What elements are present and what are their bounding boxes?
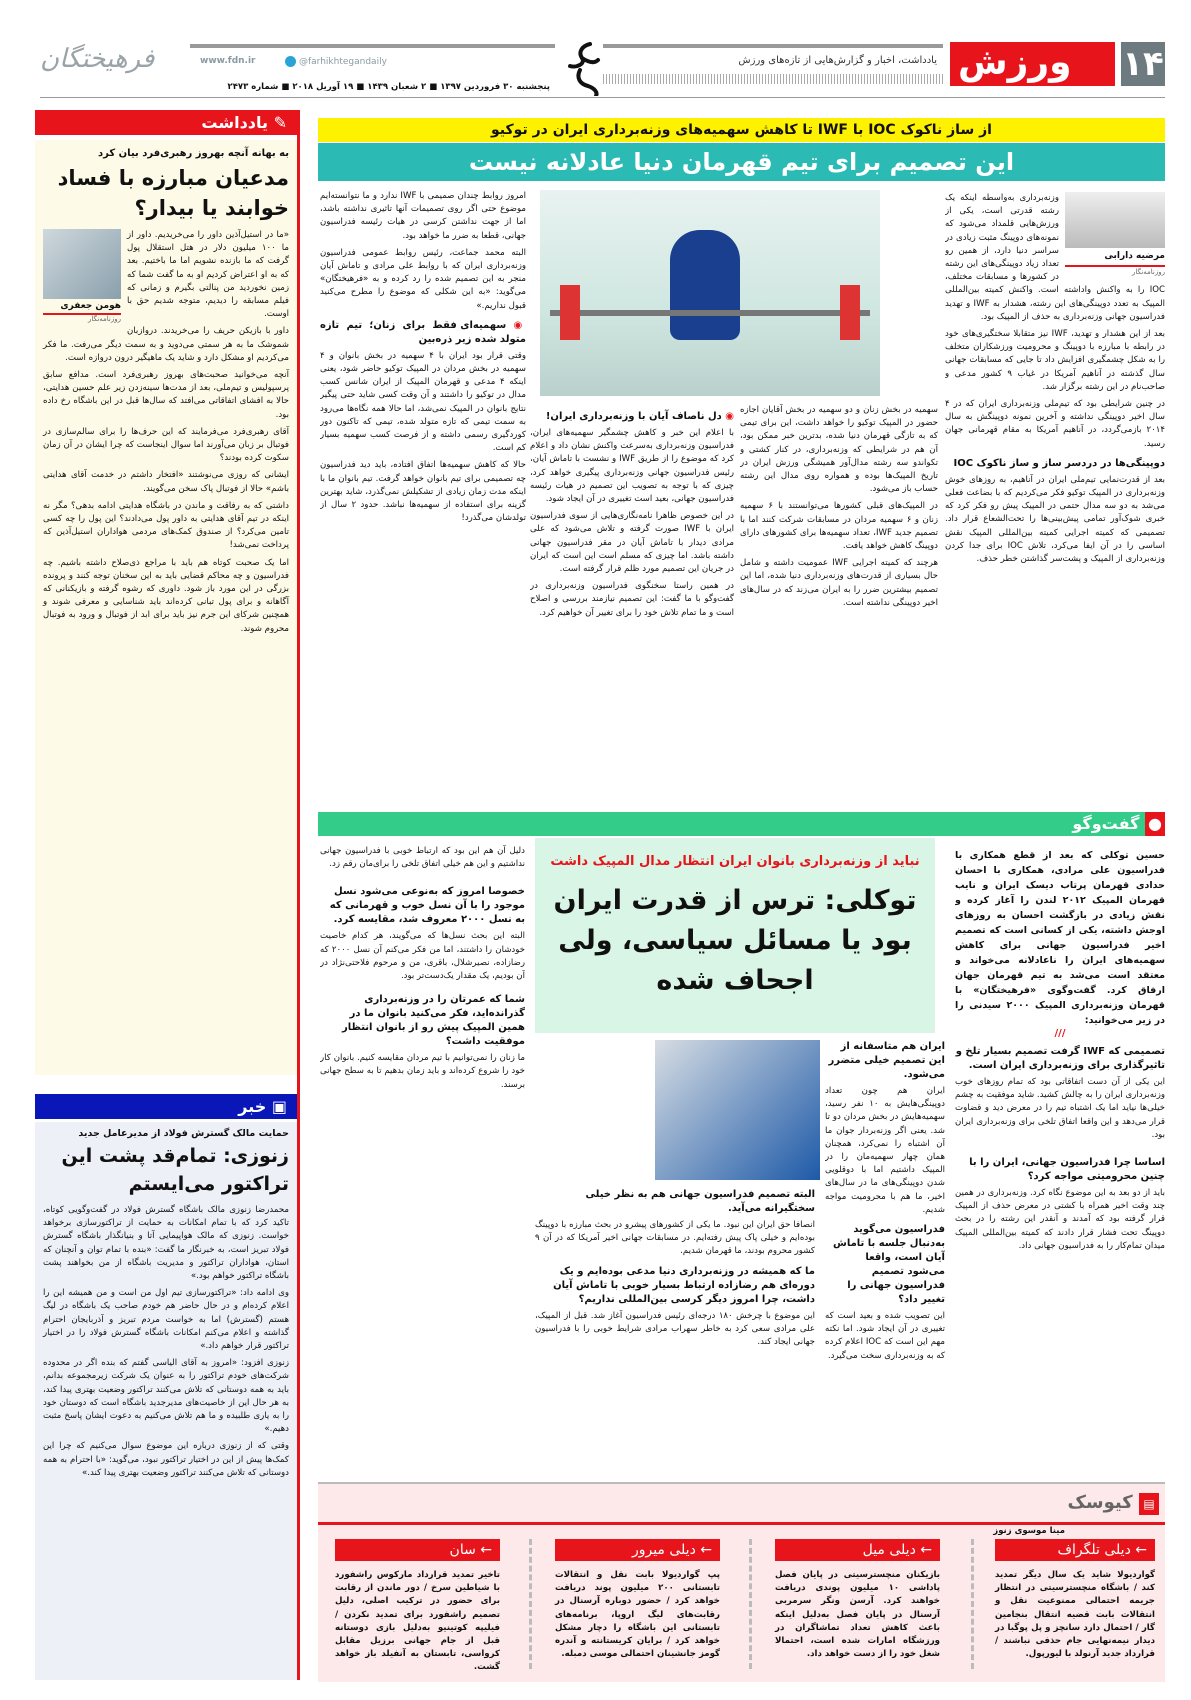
answer: انصافا حق ایران این نبود. ما یکی از کشورهای پیشرو در بحث مبارزه با دوپینگ بوده‌ایم و خیلی پاک پیش رفته‌ایم. در مسابقات جهانی اخیر آمریکا که در آن ۹ کشور محروم بودند، ما قهرمان شدیم. — [535, 1220, 815, 1257]
note-author-box — [43, 229, 121, 323]
interview-kicker: نباید از وزنه‌برداری بانوان ایران انتظار مدال المپیک داشت — [550, 854, 920, 869]
masthead — [40, 40, 1165, 98]
paragraph: سهمیه در بخش زنان و دو سهمیه در بخش آقایان اجازه حضور در المپیک توکیو را خواهد داشت، این برای تیمی که به تازگی قهرمان دنیا شده، بدترین خبر ممکن بود، آن هم در شرایطی که وزنه‌برداری، در کنار کشتی و تکواندو سه رشته مدال‌آور همیشگی ورزش ایران در تاریخ المپیک‌ها بوده و همواره روی مدال این رشته حساب باز می‌شود. — [740, 405, 938, 495]
answer: باید از دو بعد به این موضوع نگاه کرد. وزنه‌برداری در همین چند وقت اخیر همراه با کشتی در معرض حذف از المپیک قرار گرفته بود که آمدند و آنقدر این رشته را در بحث دوپینگ تحت فشار قرار دادند که کمیته بین‌المللی المپیک میدان تمام‌کار را به فدراسیون جهانی داد. — [955, 1188, 1165, 1251]
paragraph: بعد از این هشدار و تهدید، IWF نیز متقابلا سختگیری‌های خود در رابطه با مبارزه با دوپینگ و محرومیت ورزشکاران متخلف را به شکل چشمگیری افزایش داد تا جایی که مسابقات جهانی سال گذشته در آناهیم آمریکا در غیاب ۹ کشور مدعی و صاحب‌نام در این رشته برگزار شد. — [945, 329, 1165, 392]
kiosk-item — [995, 1539, 1155, 1661]
interview-intro — [955, 848, 1165, 1468]
telegram-text: @farhikhtegandaily — [299, 57, 387, 67]
interview-column-2 — [825, 1040, 945, 1468]
divider: /// — [1054, 1028, 1066, 1039]
note-section-label: یادداشت — [201, 113, 269, 132]
telegram-handle[interactable] — [285, 56, 387, 67]
interview-section-label: گفت‌وگو — [1072, 814, 1140, 833]
subheading-text: دل ناصاف آیان با وزنه‌برداری ایران! — [545, 411, 722, 422]
date-line: پنجشنبه ۳۰ فروردین ۱۳۹۷ ■ ۲ شعبان ۱۴۳۹ ■ ۱۹ آوریل ۲۰۱۸ ■ شماره ۲۴۷۳ — [227, 82, 550, 92]
interview-column-3 — [535, 1188, 815, 1468]
source-name: دیلی تلگراف — [1057, 1542, 1131, 1558]
kiosk-item — [555, 1539, 720, 1661]
subheading-text: سهمیه‌ای فقط برای زنان؛ تیم تازه متولد شده زیر ذره‌بین — [320, 319, 526, 345]
bullet-icon: ◉ — [721, 411, 734, 422]
lead-author-role: روزنامه‌نگار — [1131, 268, 1165, 276]
note-author: هومن جعفری — [43, 299, 121, 315]
lead-author: مرضیه دارابی — [1065, 248, 1165, 267]
telegram-icon — [285, 56, 296, 67]
website[interactable]: www.fdn.ir — [200, 56, 256, 66]
paragraph: وقتی قرار بود ایران با ۴ سهمیه در بخش بانوان و ۴ سهمیه در بخش مردان در المپیک توکیو حاضر شود، یعنی اینکه ۴ مدعی و قهرمان المپیک از ایران شانس کسب مدال در توکیو را داشتند و آن وقت کسی شاید حتی پیگیر نتایج بانوان در المپیک نمی‌شد، اما حالا همه نگاه‌ها می‌رود به سمت تیمی که تازه متولد شده، تیمی که تاکنون دور کوردگیری رسمی داشته و از فرصت کسب سهمیه بسیار کم است. — [320, 350, 526, 454]
bullet-icon: ◉ — [506, 319, 526, 331]
author-photo — [1065, 192, 1165, 248]
interview-title-panel — [535, 838, 935, 1033]
paragraph: وزنه‌برداری به‌واسطه اینکه یک رشته قدرتی است، یکی از ورزش‌هایی قلمداد می‌شود که نمونه‌های دوپینگ مثبت زیادی در سراسر دنیا دارد، از همین رو تعداد زیاد دوپینگی‌های این رشته در کشورها و مسابقات مختلف، IOC را به واکنش واداشته است. واکنش کمیته بین‌المللی المپیک به تعدد دوپینگی‌های این رشته، هشدار به IWF و تهدید فدراسیون جهانی وزنه‌برداری به حذف از المپیک بود. — [945, 193, 1165, 322]
arrow-left-icon: ← — [475, 1542, 492, 1558]
news-body — [43, 1204, 289, 1480]
page-number: ۱۴ — [1122, 44, 1164, 84]
arrow-left-icon: ← — [915, 1542, 932, 1558]
kiosk-byline: مینا موسوی زنوز — [993, 1526, 1065, 1536]
pen-icon: ✎ — [268, 113, 287, 132]
kiosk-text: گواردیولا شاید یک سال دیگر تمدید کند / باشگاه منچسترسیتی در انتظار جریمه احتمالی ممنوعیت نقل و انتقالات بابت قضیه انتقال بنجامین گار / احتمال دارد سانچز و پل پوگبا در دیدار نیمه‌نهایی جام حذفی نباشند / قرارداد جدید آرنولد با لیورپول. — [995, 1570, 1155, 1660]
interview-section-header — [318, 812, 1165, 836]
subheading: دوپینگی‌ها در دردسر ساز و ساز ناکوک IOC — [953, 457, 1165, 469]
subheading — [530, 410, 734, 424]
note-kicker: به بهانه آنچه بهروز رهبری‌فرد بیان کرد — [98, 148, 289, 159]
plate — [840, 285, 860, 340]
column-rule — [297, 110, 300, 1680]
arrow-left-icon: ← — [1130, 1542, 1147, 1558]
rule — [190, 44, 555, 48]
subheading — [320, 319, 526, 347]
paragraph: حالا که کاهش سهمیه‌ها اتفاق افتاده، باید دید فدراسیون چه تصمیمی برای تیم بانوان خواهد گرفت. تیم بانوان ما با اینکه مدت زمان زیادی از تشکیلش نمی‌گذرد، شاید بهترین گزینه برای استفاده از سهمیه‌ها نباشد. حدود ۲ سال از تولدشان می‌گذرد! — [320, 460, 526, 524]
weightlifter-photo — [540, 190, 880, 396]
news-title: زنوزی: تمام‌قد پشت این تراکتور می‌ایستم — [61, 1145, 289, 1195]
answer: این یکی از آن دست اتفاقاتی بود که تمام روزهای خوب وزنه‌برداری ایران را به چالش کشید. شاید موفقیت به چشم خیلی‌ها نیاید اما یک اشتباه تیم را در معرض دید و قضاوت قرار می‌دهد و این واقعا اتفاق تلخی برای وزنه‌برداری ایران بود. — [955, 1077, 1165, 1140]
paragraph: وی ادامه داد: «تراکتورسازی تیم اول من است و من همیشه این را اعلام کرده‌ام و در حال حاضر هم خودم صاحب یک باشگاه در لیگ هستم (گسترش) اما به خواست مردم تبریز و آذربایجان احترام گذاشته و اعلام می‌کنم امکانات باشگاه گسترش فولاد را در اختیار تراکتور قرار خواهم داد.» — [43, 1288, 289, 1352]
kiosk-item — [335, 1539, 500, 1675]
lead-column-2 — [740, 404, 938, 782]
paragraph: هرچند که کمیته اجرایی IWF عمومیت داشته و شامل حال بسیاری از قدرت‌های وزنه‌برداری دنیا شده، اما این تصمیم بیشترین ضرر را به ایران می‌زند که در سال‌های اخیر دوپینگی نداشته است. — [740, 558, 938, 608]
paragraph: وقتی که از زنوزی درباره این موضوع سوال می‌کنیم که چرا این کمک‌ها پیش از این در اختیار تراکتور نبود، می‌گوید: «با احترام به همه دوستانی که تلاش می‌کنند تراکتور وضعیت بهتری پیدا کند.» — [43, 1441, 289, 1478]
lead-title: این تصمیم برای تیم قهرمان دنیا عادلانه نیست — [318, 143, 1165, 181]
lead-column-1 — [945, 192, 1165, 782]
question: تصمیمی که IWF گرفت تصمیم بسیار تلخ و تاثیرگذاری برای وزنه‌برداری ایران است. — [955, 1046, 1165, 1071]
paragraph: ایشانی که روزی می‌نوشتند «افتخار داشتم در خدمت آقای هدایتی باشم» حالا از فوتبال پاک سخن می‌گویند. — [43, 470, 289, 494]
rule — [603, 44, 943, 48]
note-author-role: روزنامه‌نگار — [87, 315, 121, 323]
answer: این تصویب شده و بعید است که تغییری در آن ایجاد شود. اما نکته مهم این است که IOC اعلام کرده که به وزنه‌برداری سخت می‌گیرد. — [825, 1311, 945, 1361]
kiosk-header — [1067, 1492, 1159, 1515]
kiosk-text: پپ گواردیولا بابت نقل و انتقالات تابستانی ۲۰۰ میلیون پوند دریافت خواهد کرد / حضور دوباره آرسنال در رقابت‌های لیگ اروپا، برنامه‌های تابستانی این باشگاه را دچار مشکل خواهد کرد / برایان کریستانته و آندره گومز جانشینان احتمالی موسی دمبله. — [555, 1570, 721, 1660]
note-title: مدعیان مبارزه با فساد خوابند یا بیدار؟ — [57, 166, 289, 220]
kiosk-source — [995, 1539, 1155, 1561]
interview-column-4 — [320, 845, 525, 1468]
author-photo — [43, 229, 121, 299]
answer: ایران هم چون تعداد دوپینگی‌هایش به ۱۰ نفر رسید، سهمیه‌هایش در بخش مردان دو تا شد. یعنی اگر وزنه‌بردار جوان ما آن اشتباه را نمی‌کرد، همچنان همان چهار سهمیه‌مان را در المپیک داشتیم اما با دوقلویی شدن دوپینگی‌های ما در سال‌های اخیر، ما هم با محرومیت مواجه شدیم. — [825, 1086, 945, 1215]
kiosk-label: کیوسک — [1067, 1492, 1133, 1513]
separator — [529, 1539, 535, 1669]
hatch — [603, 74, 943, 84]
question: خصوصا امروز که به‌نوعی می‌شود نسل موجود را با آن نسل خوب و قهرمانی که به نسل ۲۰۰۰ معروف شد، مقایسه کرد. — [329, 886, 525, 926]
answer: البته این بحث نسل‌ها که می‌گویند، هر کدام خاصیت خودشان را داشتند، اما من فکر می‌کنم آن نسل ۲۰۰۰ که رضازاده، نصیرشلال، باقری، من و مرحوم فلاحتی‌نژاد در آن بودیم، یک مقدار یک‌دست‌تر بود. — [320, 931, 525, 982]
newspaper-icon: ▤ — [1139, 1493, 1159, 1515]
kiosk-source — [775, 1539, 940, 1561]
note-article — [35, 140, 297, 1075]
paragraph: البته محمد جماعت، رئیس روابط عمومی فدراسیون وزنه‌برداری ایران که با روابط علی مرادی و تاماش آیان منجر به این تصمیم شده را رد کرده و به «فرهیختگان» می‌گوید: «به این شکلی که موضوع را مطرح می‌کنید قبول نداریم.» — [320, 247, 526, 311]
arrow-left-icon: ← — [695, 1542, 712, 1558]
paragraph: زنوزی افزود: «امروز به آقای الیاسی گفتم که بنده اگر در محدوده شرکت‌های خودم تراکتور را به عنوان یک شرکت زیرمجموعه بدانم، باید به همه دوستانی که تلاش می‌کنند تراکتور وضعیت بهتری پیدا کند، به هر حال این از خاصیت‌های مدیرجدید باشگاه است که دوستان خود را به یاری طلبیده و ما هم تلاش می‌کنیم به دعوت ایشان پاسخ مثبت دهیم.» — [43, 1358, 289, 1435]
paragraph: در المپیک‌های قبلی کشورها می‌توانستند با ۶ سهمیه زنان و ۶ سهمیه مردان در مسابقات شرکت کنند اما با تصمیم جدید IWF، تعداد سهمیه‌ها برای کشورهای دارای دوپینگ کاهش خواهد یافت. — [740, 501, 938, 552]
question: اساسا چرا فدراسیون جهانی، ایران را با چنین محرومیتی مواجه کرد؟ — [969, 1157, 1165, 1183]
runner-logo-icon — [560, 40, 610, 96]
news-article — [35, 1122, 297, 1680]
paragraph: آقای رهبری‌فرد می‌فرمایند که این حرف‌ها را برای سالم‌سازی در فوتبال بر زبان می‌آورند اما سوال اینجاست که چرا ایشان در آن زمان سکوت کرده بودند؟ — [43, 426, 289, 464]
paragraph: در چنین شرایطی بود که تیم‌ملی وزنه‌برداری ایران که در ۴ سال اخیر دوپینگی نداشته و آخرین نمونه دوپینگش به سال ۲۰۱۴ بازمی‌گردد، در آناهیم آمریکا به مقام قهرمانی جهان رسید. — [945, 399, 1165, 449]
tagline: یادداشت، اخبار و گزارش‌هایی از تازه‌های ورزش — [738, 55, 937, 66]
paragraph: امروز روابط چندان صمیمی با IWF ندارد و ما نتوانسته‌ایم موضوع حتی اگر روی تصمیمات آنها تاثیری نداشته باشد، اما از جهت نداشتن کرسی در هیات رئیسه فدراسیون جهانی، قطعا به ضرر ما خواهد بود. — [320, 191, 526, 241]
kiosk-text: بازیکنان منچسترسیتی در پایان فصل پاداشی ۱۰ میلیون پوندی دریافت خواهند کرد. آرسن ونگر سرمربی آرسنال در پایان فصل به‌دلیل اینکه باعث کاهش تعداد تماشاگران در ورزشگاه امارات شده است، احتمالا شغل خود را از دست خواهد داد. — [775, 1570, 941, 1660]
news-kicker: حمایت مالک گسترش فولاد از مدیرعامل جدید — [78, 1128, 289, 1139]
paragraph: محمدرضا زنوزی مالک باشگاه گسترش فولاد در گفت‌وگویی کوتاه، تاکید کرد که با تمام امکانات به حمایت از تراکتورسازی برخواهد خواست. زنوزی که مالک هواپیمایی آتا و بنیانگذار باشگاه گسترش فولاد تبریز است، به خبرنگار ما گفت: «بنده با تمام توان و آنچنان که استان، هواداران تراکتور و مدیریت باشگاه از من بخواهند پشت باشگاه تراکتور خواهم بود.» — [43, 1205, 289, 1282]
paragraph: «ما در استیل‌آذین داور را می‌خریدیم. داور از ما ۱۰۰ میلیون دلار در هتل استقلال پول گرفت که ما بازنده نشویم اما ما باختیم. بعد که به او اعتراض کردیم او به ما گفت شما که زمین نخوردید من پنالتی بگیرم و زمانی که فیلم مسابقه را دیدیم، متوجه شدیم حق با اوست. — [127, 230, 289, 320]
paragraph: داور با بازیکن حریف را می‌خریدند. درواز‌بان شموشک ما به هر سمتی می‌دوید و به سمت دیگر می‌رفت. ما فکر می‌کردیم او مشکل دارد و شاید یک ماهیگیر درون دروازه است. — [43, 326, 289, 363]
answer: دلیل آن هم این بود که ارتباط خوبی با فدراسیون جهانی نداشتیم و این هم خیلی اتفاق تلخی را برای‌مان رقم زد. — [320, 846, 525, 870]
question: ایران هم متاسفانه از این تصمیم خیلی متضرر می‌شود. — [828, 1041, 945, 1080]
kiosk-item — [775, 1539, 940, 1661]
question: شما که عمرتان را در وزنه‌برداری گذرانده‌اید، فکر می‌کنید بانوان ما در همین المپیک پیش رو از بانوان انتظار موفقیت داشت؟ — [341, 994, 525, 1048]
kiosk-text: تاخیر تمدید قرارداد مارکوس راشفورد با شیاطین سرخ / دور ماندن از رقابت برای حضور در ترکیب اصلی، دلیل تصمیم راشفورد برای تمدید نکردن / فیلیپه کوتینیو به‌دلیل بازی دوستانه قبل از جام جهانی برزیل مقابل کرواسی، تابستان به آنفیلد باز خواهد گشت. — [335, 1570, 500, 1673]
lead-kicker: از ساز ناکوک IOC با IWF تا کاهش سهمیه‌های وزنه‌برداری ایران در توکیو — [318, 118, 1165, 142]
lead-author-box — [1065, 192, 1165, 277]
separator — [971, 1539, 977, 1669]
plate — [560, 285, 580, 340]
barbell — [550, 310, 870, 316]
separator — [749, 1539, 755, 1669]
source-name: دیلی میرور — [631, 1542, 696, 1558]
source-name: دیلی میل — [862, 1542, 916, 1558]
paragraph: داشتی که به رفاقت و ماندن در باشگاه هدایتی ادامه بدهی؟ مگر نه اینکه در تیم آقای هدایتی به داور پول می‌دادند؟ این پول را چه کسی تامین می‌کرد؟ از صندوق کمک‌های مردمی هواداران استیل‌آذین که پرداخت نمی‌شد! — [43, 500, 289, 551]
answer: ما زنان را نمی‌توانیم با تیم مردان مقایسه کنیم. بانوان کار خود را شروع کرده‌اند و باید زمان بدهیم تا به سطح جهانی برسند. — [320, 1053, 525, 1090]
chat-icon: ● — [1145, 812, 1165, 836]
newspaper-logo: فرهیختگان — [40, 44, 155, 74]
answer: این موضوع با چرخش ۱۸۰ درجه‌ای رئیس فدراسیون آغاز شد. قبل از المپیک، علی مرادی سعی کرد به خاطر سهراب مرادی شرایط خوبی را با فدراسیون جهانی ایجاد کند. — [535, 1310, 815, 1348]
lead-column-4 — [320, 190, 526, 782]
interview-intro-text: حسین توکلی که بعد از قطع همکاری با فدراسیون علی مرادی، همکاری با احسان حدادی قهرمان پرتاب دیسک ایران و نایب قهرمان المپیک ۲۰۱۲ لندن را آغاز کرده و نقش زیادی در بازگشت احسان به روزهای اوجش داشته، یکی از کسانی است که تصمیم اخیر فدراسیون جهانی برای کاهش سهمیه‌های ایران را ناعادلانه می‌خواند و معتقد است می‌شد به تیم قهرمان جهان ارفاق کرد. گفت‌وگوی «فرهیختگان» با قهرمان وزنه‌برداری المپیک ۲۰۰۰ سیدنی را در زیر می‌خوانید: — [955, 850, 1165, 1026]
interviewee-photo — [655, 1040, 820, 1180]
question: البته تصمیم فدراسیون جهانی هم به نظر خیلی سختگیرانه می‌آید. — [585, 1189, 815, 1214]
paragraph: در این خصوص ظاهرا نامه‌نگاری‌هایی از سوی فدراسیون ایران با IWF صورت گرفته و تلاش می‌شود که علی مرادی دیدار با تاماش آیان در مقر فدراسیون جهانی داشته باشد. اما چیزی که مسلم است این است که ایران در جریان این تصمیم مورد ظلم قرار گرفته است. — [530, 511, 734, 575]
kiosk-source — [335, 1539, 500, 1561]
note-section-header — [35, 110, 297, 135]
paragraph: آنچه می‌خوانید صحبت‌های بهروز رهبری‌فرد است. مدافع سابق پرسپولیس و تیم‌ملی، بعد از مدت‌ها سینه‌زدن زیر علم حسین هدایتی، حالا به افشای اتفاقاتی می‌افتد که سال‌ها قبل در این باشگاه رخ داده بود. — [43, 370, 289, 420]
paragraph: با اعلام این خبر و کاهش چشمگیر سهمیه‌های ایران، فدراسیون وزنه‌برداری به‌سرعت واکنش نشان داد و اعلام کرد که موضوع را از طریق IWF و نشست با تاماش آیان، رئیس فدراسیون جهانی وزنه‌برداری پیگیری خواهد کرد، چیزی که با توجه به تصویب این تصمیم در هیات رئیسه فدراسیون جهانی، بعید است تغییری در آن ایجاد شود. — [530, 428, 734, 505]
kiosk-source — [555, 1539, 720, 1561]
source-name: سان — [449, 1542, 476, 1558]
kiosk-section — [318, 1482, 1165, 1682]
news-section-label: خبر — [238, 1097, 267, 1116]
news-section-header — [35, 1094, 297, 1119]
question: ما که همیشه در وزنه‌برداری دنیا مدعی بوده‌ایم و یک دوره‌ای هم رضازاده ارتباط بسیار خوبی با تاماش آیان داشت، چرا امروز دیگر کرسی بین‌المللی نداریم؟ — [553, 1265, 815, 1305]
paragraph: اما یک صحبت کوتاه هم باید با مراجع ذی‌صلاح داشته باشیم. چه فدراسیون و چه محاکم قضایی باید به این سخنان توجه کنند و پرونده بزرگی در این مورد باز شود. داوری که رشوه گرفته و بازیکنانی که آگاهانه و برای پول تبانی کرده‌اند باید شناسایی و معرفی شوند و همچنین شرکای این جرم نیز باید برای ابد از فوتبال و ورود به فوتبال محروم شوند. — [43, 557, 289, 634]
lead-column-3 — [530, 404, 734, 782]
athlete-figure — [670, 230, 740, 340]
interview-title: توکلی: ترس از قدرت ایران بود یا مسائل سیاسی، ولی اجحاف شده — [553, 885, 917, 996]
paragraph: بعد از قدرت‌نمایی تیم‌ملی ایران در آناهیم، به روزهای خوش وزنه‌برداری در المپیک توکیو فکر می‌کردیم که با بضاعت فعلی می‌شد به دو سه مدال حتمی در المپیک پیش رو فکر کرد که خبری شوک‌آور تمامی پیش‌بینی‌ها را تحت‌الشعاع قرار داد. تصمیمی که کمیته اجرایی کمیته بین‌المللی المپیک نقش اساسی را در آن ایفا می‌کرد، تلاش IOC برای جدا کردن وزنه‌برداری از المپیک و پشت‌سر گذاشتن خطر حذف. — [945, 474, 1165, 565]
paragraph: در همین راستا سخنگوی فدراسیون وزنه‌برداری در گفت‌وگو با ما گفت: این تصمیم نیازمند بررسی و اصلاح است و ما تمام تلاش خود را برای تغییر آن خواهیم کرد. — [530, 581, 734, 618]
question: فدراسیون می‌گوید به‌دنبال جلسه با تاماش آیان است، واقعا می‌شود تصمیم فدراسیون جهانی را تغییر داد؟ — [833, 1224, 945, 1306]
section-title: ورزش — [950, 42, 1115, 86]
news-icon: ▣ — [266, 1097, 287, 1116]
